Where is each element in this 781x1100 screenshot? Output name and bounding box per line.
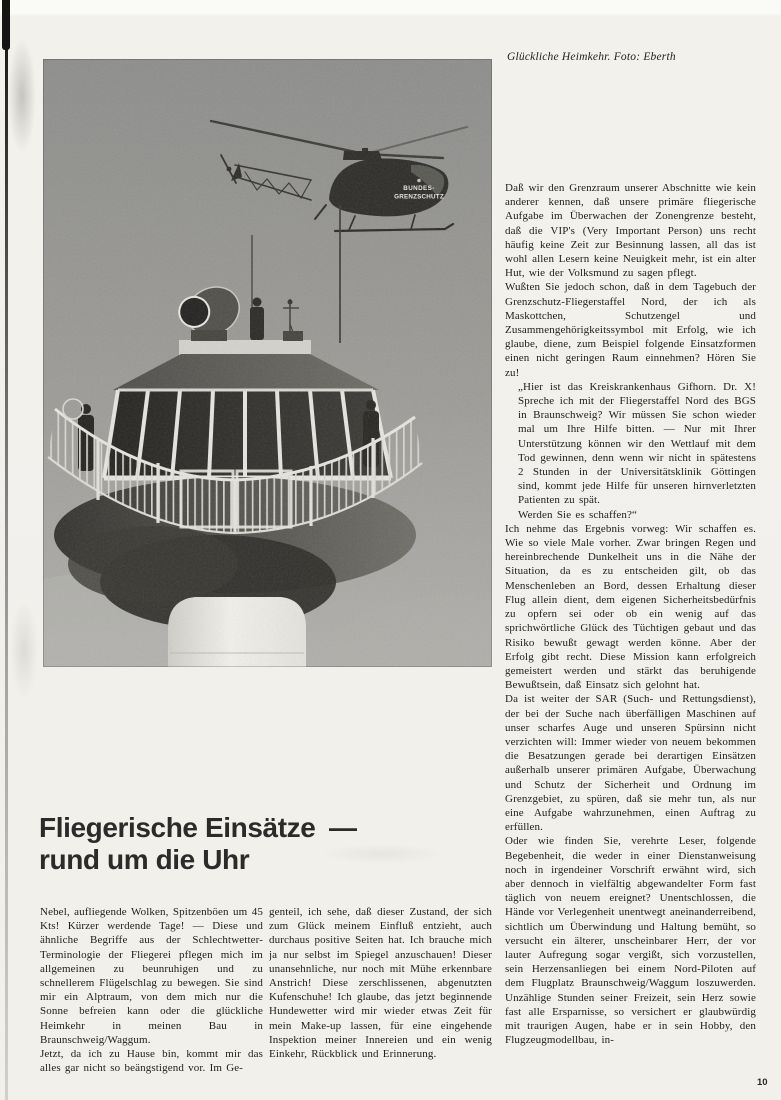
paragraph: genteil, ich sehe, daß dieser Zustand, der sich zum Glück meinem Einfluß entzieht, auch durchaus positive Seiten hat. Ich brauche mich ja nur selbst im Spiegel anzuschauen! Dieser unansehnliche, nur noch mit Mühe erkennbare Anstrich! Diese zerschlissenen, abgenutzten Kufenschuhe! Ich glaube, das jetzt beginnende Hundewetter wird mir wieder etwas Zeit für mein Make-up lassen, für eine eingehende Inspektion meiner Innereien und ein wenig Einkehr, Rückblick und Erinnerung. [269, 906, 492, 1061]
headline-line1: Fliegerische Einsätze — [39, 812, 357, 843]
helicopter-marking-line1: BUNDES- [403, 185, 435, 192]
headline-line2: rund um die Uhr [39, 844, 250, 875]
photo-helicopter-over-tower [43, 59, 492, 667]
page-number: 10 [757, 1077, 768, 1088]
paragraph: Daß wir den Grenzraum unserer Abschnitte wie kein anderer kennen, daß unsere primäre fliegerische Aufgabe im Überwachen der Zonengrenze besteht, daß die VIP's (Very Important Person) uns recht häufig keine Zeit zur Besinnung lassen, all das ist wohl allen Lesern keine Neuigkeit mehr, ist ein alter Hut, wie der Volksmund zu sagen pflegt. [505, 182, 756, 280]
photo-caption: Glückliche Heimkehr. Foto: Eberth [507, 51, 676, 63]
paragraph: Nebel, aufliegende Wolken, Spitzenböen um 45 Kts! Kürzer werdende Tage! — Diese und ähnliche Begriffe aus der Schlechtwetter-Terminologie der Fliegerei pflegen mich im allgemeinen zu beunruhigen und zu schnellerem Flügelschlag zu bewegen. Sie sind mir ein Alptraum, von dem mich nur die Sonne befreien kann oder die glückliche Heimkehr in meinen Bau in Braunschweig/Waggum. [40, 906, 263, 1046]
photo-canvas [43, 59, 492, 667]
article-column-middle [269, 905, 492, 1095]
paragraph: Ich nehme das Ergebnis vorweg: Wir schaffen es. Wie so viele Male vorher. Zwar bringen Regen und hereinbrechende Dunkelheit uns in die Nähe der Situation, da es zu entscheiden gilt, ob das Menschenleben an Bord, dessen Erhaltung dieser Flug allein dient, dem eigenen Sicherheitsbedürfnis zu opfern sei oder ob ein wenig auf das sprichwörtliche Glück des Tüchtigen gebaut und das Risiko bewußt gewagt werden könne. Aber der Erfolg gibt recht. Diese Mission kann erfolgreich gemeistert werden und stärkt das beruhigende Bewußtsein, daß Einsatz sich gelohnt hat. [505, 522, 756, 692]
paragraph: Da ist weiter der SAR (Such- und Rettungsdienst), der bei der Suche nach überfälligen Maschinen auf unser scharfes Auge und unseren Spürsinn nicht verzichten will: Immer wieder von neuem bekommen die Besatzungen gerade bei derartigen Einsätzen außerhalb unserer primären Aufgabe, Überwachung und Schutz der Sicherheit und Ordnung im Grenzgebiet, zu spüren, daß sie mehr tun, als nur eine Aufgabe wahrzunehmen, einen Auftrag zu erfüllen. [505, 693, 756, 834]
scan-smudge [10, 600, 38, 700]
paragraph: Jetzt, da ich zu Hause bin, kommt mir das alles gar nicht so beängstigend vor. Im Ge- [40, 1048, 263, 1075]
helicopter-marking-line2: GRENZSCHUTZ [394, 193, 444, 201]
paragraph: Oder wie finden Sie, verehrte Leser, folgende Begebenheit, die weder in einer Dienstanweisung noch in irgendeiner Vorschrift erwähnt wird, sich aber dennoch in vielfältig abgewandelter Form fast täglich von neuem ereignet? Unentschlossen, die Hände vor Verlegenheit unentwegt aneinanderreibend, sichtlich um Überwindung und Haltung bemüht, so versucht ein älterer, unscheinbarer Herr, der vor lauter Aufregung sogar vergißt, sich vorzustellen, sein Herzensanliegen bei einem Nord-Piloten auf dem Flugplatz Braunschweig/Waggum loszuwerden. Unzählige Stunden seiner Freizeit, sein Herz sowie fast alle Ersparnisse, so versichert er glaubwürdig mit traurigen Augen, habe er in sein Hobby, den Flugzeugmodellbau, in- [505, 835, 756, 1047]
page-edge-shadow [5, 0, 8, 1100]
article-headline [39, 812, 357, 876]
quote-paragraph: Werden Sie es schaffen?“ [518, 508, 637, 521]
photo-grain-overlay [43, 59, 492, 667]
article-column-left [40, 905, 263, 1095]
paragraph: Wußten Sie jedoch schon, daß in dem Tagebuch der Grenzschutz-Fliegerstaffel Nord, der ich als Maskottchen, Schutzengel und Zusammengehörigkeitssymbol mit Erfolg, wie ich glaube, diene, zum Beispiel folgende Einsatzformen einen nicht geringen Raum einnehmen? Hören Sie zu! [505, 281, 756, 379]
quote-block [518, 380, 756, 522]
scan-smudge [8, 38, 36, 153]
article-column-right [505, 181, 756, 1094]
quote-paragraph: „Hier ist das Kreiskrankenhaus Gifhorn. Dr. X! Spreche ich mit der Fliegerstaffel Nord des BGS in Braunschweig? Wir müssen Sie schon wieder mal um Ihre Hilfe bitten. — Nur mit Ihrer Unterstützung können wir den Wettlauf mit dem Tod gewinnen, denn wenn wir nicht in spätestens 2 Stunden in der Universitätsklinik Göttingen sind, kommt jede Hilfe für unseren hirnverletzten Patienten zu spät. [518, 380, 756, 507]
